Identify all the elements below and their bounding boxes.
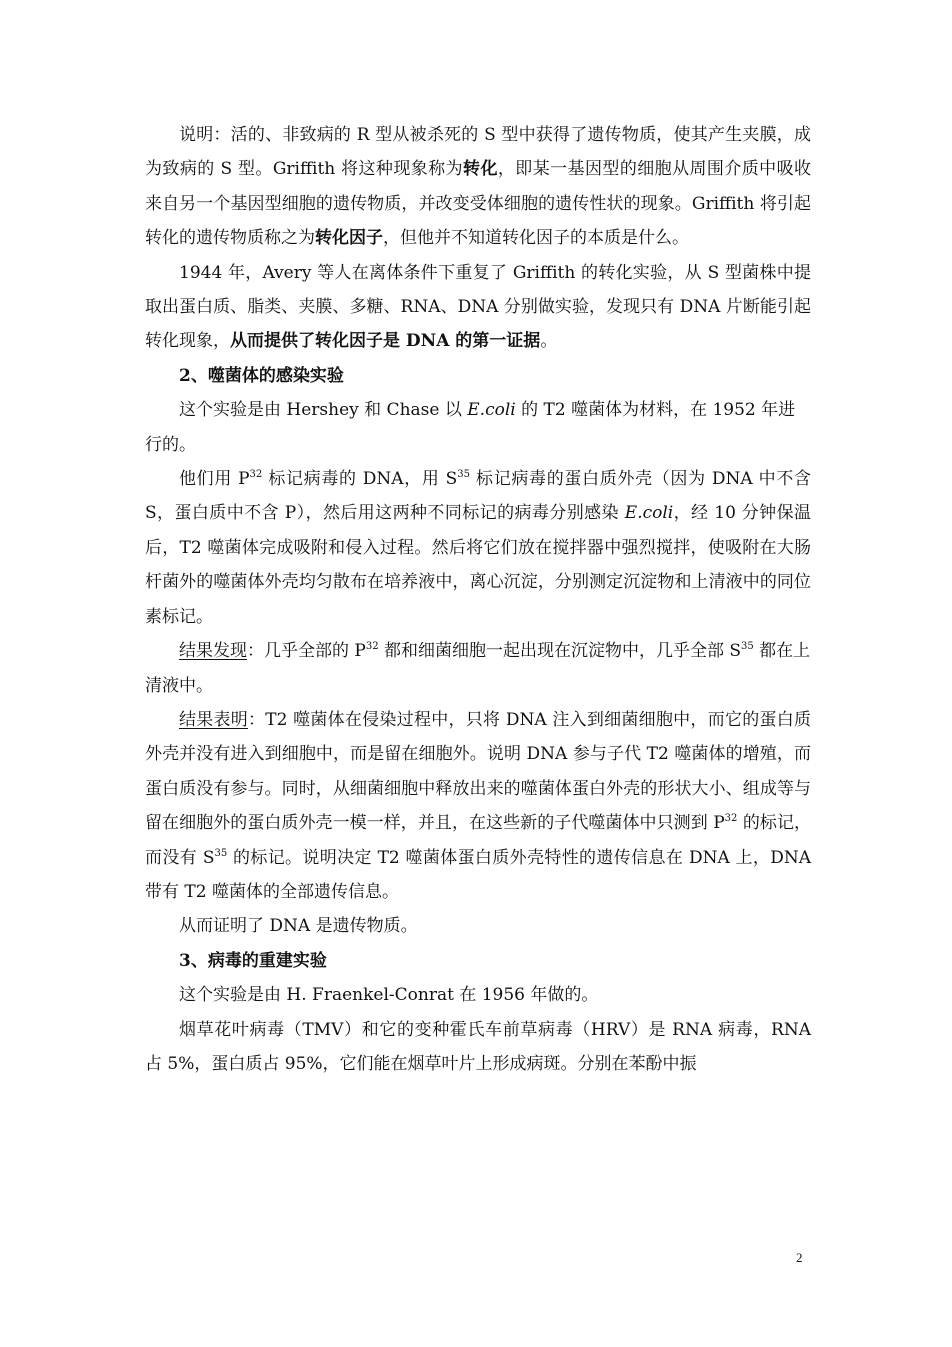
avery-conclusion: 从而提供了转化因子是 DNA 的第一证据 <box>230 331 541 352</box>
term-transforming-factor: 转化因子 <box>315 228 383 249</box>
page-number: 2 <box>796 1250 803 1265</box>
page-body <box>145 118 811 1081</box>
paragraph-avery-experiment: 1944 年，Avery 等人在离体条件下重复了 Griffith 的转化实验，从 S 型菌株中提取出蛋白质、脂类、夹膜、多糖、RNA、DNA 分别做实验，发现只有 DNA 片断能引起转化现象，从而提供了转化因子是 DNA 的第一证据。 <box>145 262 811 352</box>
paragraph-results-show: 结果表明：T2 噬菌体在侵染过程中，只将 DNA 注入到细菌细胞中，而它的蛋白质外壳并没有进入到细胞中，而是留在细胞外。说明 DNA 参与子代 T2 噬菌体的增殖，而蛋白质没有参与。同时，从细菌细胞中释放出来的噬菌体蛋白外壳的形状大小、组成等与留在细胞外的蛋白质外壳一模一样，并且，在这些新的子代噬菌体中只测到 $P^{32}$ 的标记，而没有 $S^{35}$ 的标记。说明决定 T2 噬菌体蛋白质外壳特性的遗传信息在 DNA 上，DNA 带有 T2 噬菌体的全部遗传信息。 <box>145 709 812 902</box>
label-results-found: 结果发现 <box>179 641 247 662</box>
paragraph-labeling-method: 他们用 $P^{32}$ 标记病毒的 DNA，用 $S^{35}$ 标记病毒的蛋白质外壳（因为 DNA 中不含 S，蛋白质中不含 P），然后用这两种不同标记的病毒分别感染 E.coli，经 10 分钟保温后，T2 噬菌体完成吸附和侵入过程。然后将它们放在搅拌器中强烈搅拌，使吸附在大肠杆菌外的噬菌体外壳均匀散布在培养液中，离心沉淀，分别测定沉淀物和上清液中的同位素标记。 <box>145 469 812 627</box>
paragraph-transformation-explanation: 说明：活的、非致病的 R 型从被杀死的 S 型中获得了遗传物质，使其产生夹膜，成为致病的 S 型。Griffith 将这种现象称为转化，即某一基因型的细胞从周围介质中吸收来自另一个基因型细胞的遗传物质，并改变受体细胞的遗传性状的现象。Griffith 将引起转化的遗传物质称之为转化因子，但他并不知道转化因子的本质是什么。 <box>145 125 812 249</box>
section-heading-virus-reconstruction: 3、病毒的重建实验 <box>179 950 327 971</box>
paragraph-conclusion: 从而证明了 DNA 是遗传物质。 <box>179 916 418 937</box>
paragraph-tmv-hrv: 烟草花叶病毒（TMV）和它的变种霍氏车前草病毒（HRV）是 RNA 病毒，RNA 占 5%，蛋白质占 95%，它们能在烟草叶片上形成病斑。分别在苯酚中振 <box>145 1019 811 1074</box>
paragraph-hershey-chase-intro: 这个实验是由 Hershey 和 Chase 以 E.coli 的 T2 噬菌体为材料，在 1952 年进行的。 <box>145 400 796 455</box>
term-transformation: 转化 <box>463 159 498 180</box>
label-results-show: 结果表明 <box>179 709 249 730</box>
paragraph-fraenkel-conrat: 这个实验是由 H. Fraenkel-Conrat 在 1956 年做的。 <box>179 985 599 1006</box>
paragraph-results-found: 结果发现：几乎全部的 $P^{32}$ 都和细菌细胞一起出现在沉淀物中，几乎全部 $S^{35}$ 都在上清液中。 <box>145 641 811 696</box>
section-heading-phage-infection: 2、噬菌体的感染实验 <box>179 365 344 386</box>
